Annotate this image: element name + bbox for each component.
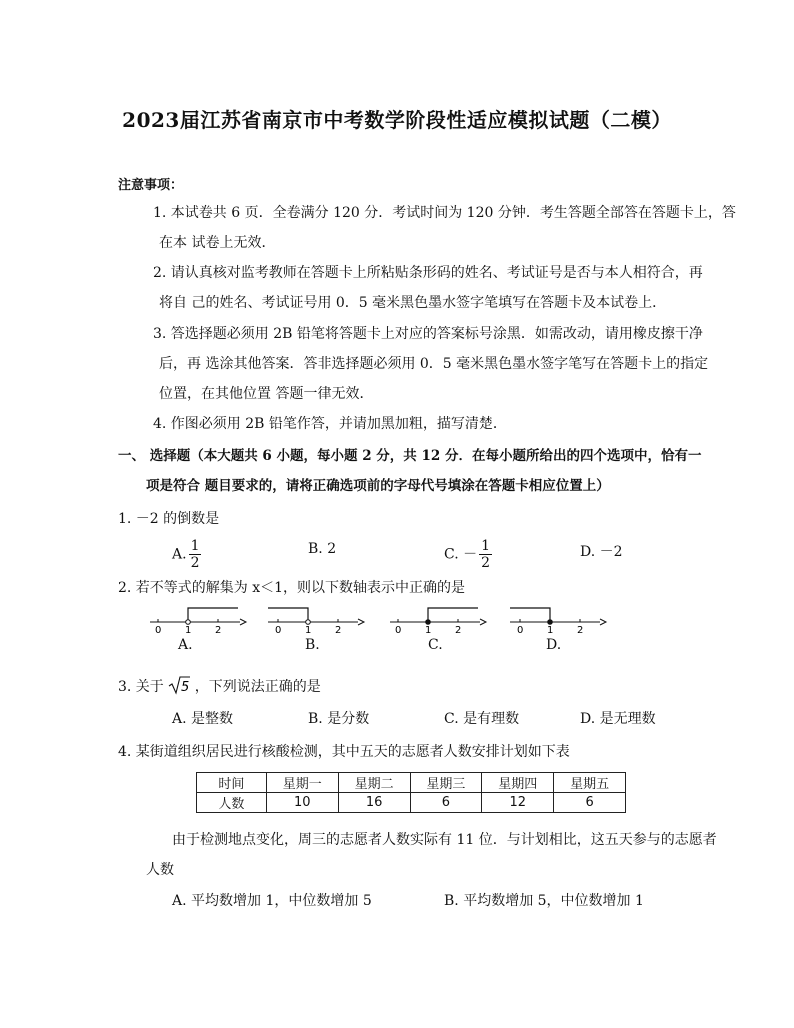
table-cell: 10 xyxy=(266,793,338,813)
svg-text:1: 1 xyxy=(185,625,192,634)
section-heading: 一、 选择题（本大题共 6 小题，每小题 2 分，共 12 分．在每小题所给出的四个选项中，恰有一 xyxy=(118,448,702,464)
table-cell: 6 xyxy=(554,793,626,813)
sqrt-icon xyxy=(168,675,190,695)
number-line-label-b: B. xyxy=(305,637,320,653)
svg-text:2: 2 xyxy=(215,625,222,634)
svg-text:0: 0 xyxy=(517,625,524,634)
q3-option-d: D. 是无理数 xyxy=(580,711,656,727)
notice-line: 3. 答选择题必须用 2B 铅笔将答题卡上对应的答案标号涂黑．如需改动，请用橡皮擦干净 xyxy=(153,326,703,342)
q1-option-d: D. －2 xyxy=(580,544,623,560)
svg-text:1: 1 xyxy=(305,625,312,634)
table-cell: 16 xyxy=(338,793,410,813)
q1-option-a: A. $\frac{1}{2}$ xyxy=(172,538,200,571)
table-header-cell: 星期二 xyxy=(338,773,410,793)
notice-line: 在本 试卷上无效． xyxy=(159,235,276,251)
svg-text:2: 2 xyxy=(335,625,342,634)
notice-line: 位置，在其他位置 答题一律无效． xyxy=(159,386,374,402)
svg-text:2: 2 xyxy=(455,625,462,634)
svg-text:1: 1 xyxy=(547,625,554,634)
table-cell: 6 xyxy=(410,793,482,813)
number-line-label-a: A. xyxy=(178,637,193,653)
volunteer-table xyxy=(196,772,626,813)
q4-option-a: A. 平均数增加 1，中位数增加 5 xyxy=(172,893,372,909)
question-3-stem: 3. 关于 5 ，下列说法正确的是 xyxy=(118,675,321,696)
table-cell: 12 xyxy=(482,793,554,813)
table-row xyxy=(197,793,626,813)
notice-line: 将自 己的姓名、考试证号用 0．5 毫米黑色墨水签字笔填写在答题卡及本试卷上． xyxy=(159,295,667,311)
q1-option-c: C. － $\frac{1}{2}$ xyxy=(444,538,491,571)
svg-text:0: 0 xyxy=(395,625,402,634)
notice-heading: 注意事项： xyxy=(118,178,184,193)
number-line-label-d: D. xyxy=(546,637,562,653)
q4-option-b: B. 平均数增加 5，中位数增加 1 xyxy=(444,893,644,909)
table-header-cell: 星期五 xyxy=(554,773,626,793)
section-heading-cont: 项是符合 题目要求的，请将正确选项前的字母代号填涂在答题卡相应位置上） xyxy=(146,478,610,494)
svg-text:0: 0 xyxy=(155,625,162,634)
table-header-row xyxy=(197,773,626,793)
number-line-b xyxy=(266,602,366,638)
svg-text:2: 2 xyxy=(577,625,584,634)
question-2-stem: 2. 若不等式的解集为 x＜1，则以下数轴表示中正确的是 xyxy=(118,580,466,596)
svg-text:5: 5 xyxy=(181,680,190,695)
svg-text:0: 0 xyxy=(275,625,282,634)
q3-option-c: C. 是有理数 xyxy=(444,711,520,727)
svg-text:1: 1 xyxy=(425,625,432,634)
number-line-c xyxy=(388,602,488,638)
number-line-label-c: C. xyxy=(428,637,443,653)
table-header-cell: 星期一 xyxy=(266,773,338,793)
question-4-paragraph: 由于检测地点变化，周三的志愿者人数实际有 11 位．与计划相比，这五天参与的志愿者 xyxy=(172,832,717,848)
table-header-cell: 星期三 xyxy=(410,773,482,793)
number-line-d xyxy=(508,602,608,638)
question-4-paragraph-cont: 人数 xyxy=(146,862,174,878)
table-header-cell: 时间 xyxy=(197,773,267,793)
notice-line: 后，再 选涂其他答案．答非选择题必须用 0．5 毫米黑色墨水签字笔写在答题卡上的指定 xyxy=(159,356,709,372)
q1-option-b: B. 2 xyxy=(308,541,337,557)
notice-line: 2. 请认真核对监考教师在答题卡上所粘贴条形码的姓名、考试证号是否与本人相符合，再 xyxy=(153,265,703,281)
page-title: 2023届江苏省南京市中考数学阶段性适应模拟试题（二模） xyxy=(122,108,672,132)
q3-option-b: B. 是分数 xyxy=(308,711,370,727)
q3-option-a: A. 是整数 xyxy=(172,711,234,727)
notice-line: 1. 本试卷共 6 页．全卷满分 120 分．考试时间为 120 分钟．考生答题全部答在答题卡上，答 xyxy=(153,205,736,221)
question-1-stem: 1. －2 的倒数是 xyxy=(118,511,220,527)
notice-line: 4. 作图必须用 2B 铅笔作答，并请加黑加粗，描写清楚． xyxy=(153,416,507,432)
table-cell: 人数 xyxy=(197,793,267,813)
question-4-stem: 4. 某街道组织居民进行核酸检测，其中五天的志愿者人数安排计划如下表 xyxy=(118,744,570,760)
number-line-a xyxy=(148,602,248,638)
table-header-cell: 星期四 xyxy=(482,773,554,793)
